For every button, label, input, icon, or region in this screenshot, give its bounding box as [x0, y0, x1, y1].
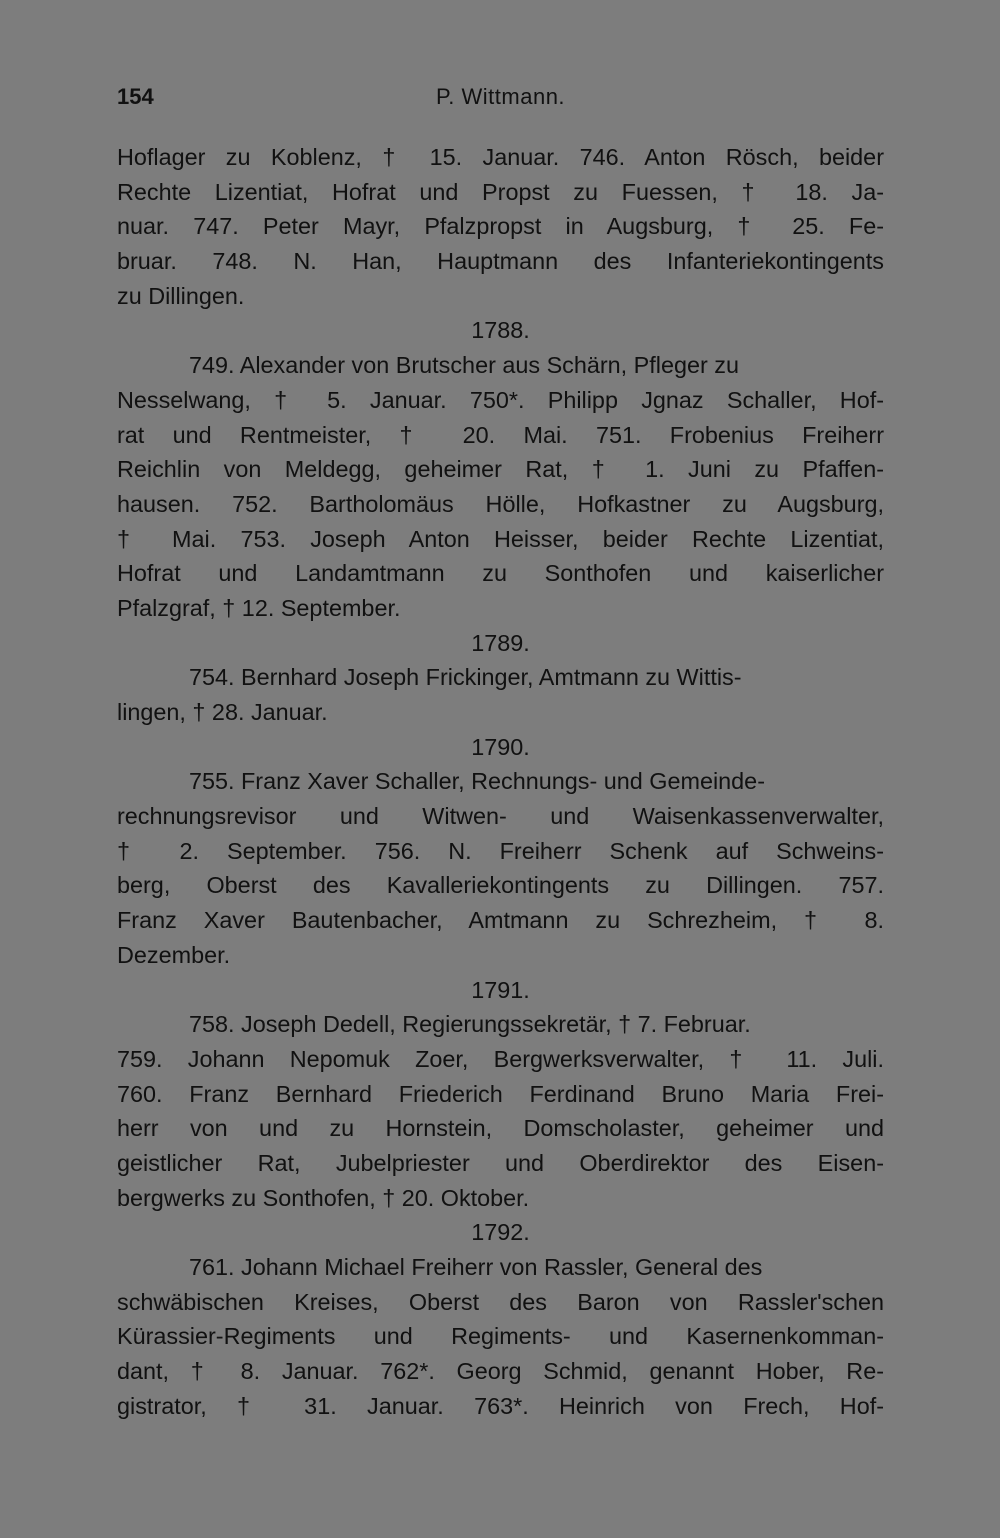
- text-line: gistrator, † 31. Januar. 763*. Heinrich von Frech, Hof-: [117, 1392, 884, 1419]
- text-line: Hoflager zu Koblenz, † 15. Januar. 746. Anton Rösch, beider: [117, 144, 884, 170]
- year-heading: 1788.: [471, 317, 530, 344]
- text-line: hausen. 752. Bartholomäus Hölle, Hofkastner zu Augsburg,: [117, 490, 884, 517]
- text-line: Reichlin von Meldegg, geheimer Rat, † 1. Juni zu Pfaffen-: [117, 456, 884, 483]
- running-head: [117, 84, 884, 114]
- year-heading: 1792.: [471, 1219, 530, 1246]
- year-heading: 1791.: [471, 976, 530, 1003]
- text-line: Nesselwang, † 5. Januar. 750*. Philipp Jgnaz Schaller, Hof-: [117, 386, 884, 413]
- text-line: lingen, † 28. Januar.: [117, 699, 328, 725]
- text-line: 754. Bernhard Joseph Frickinger, Amtmann zu Wittis-: [189, 664, 742, 691]
- text-line: Dezember.: [117, 941, 231, 968]
- text-line: 759. Johann Nepomuk Zoer, Bergwerksverwalter, † 11. Juli.: [117, 1045, 884, 1072]
- text-line: Rechte Lizentiat, Hofrat und Propst zu Fuessen, † 18. Ja-: [117, 178, 884, 205]
- text-line: berg, Oberst des Kavalleriekontingents zu Dillingen. 757.: [117, 872, 884, 899]
- page-number: 154: [117, 84, 154, 109]
- text-line: rechnungsrevisor und Witwen- und Waisenkassenverwalter,: [117, 803, 884, 830]
- text-line: schwäbischen Kreises, Oberst des Baron von Rassler'schen: [117, 1288, 884, 1315]
- text-line: Pfalzgraf, † 12. September.: [117, 594, 401, 621]
- text-line: † 2. September. 756. N. Freiherr Schenk auf Schweins-: [117, 837, 884, 864]
- text-line: zu Dillingen.: [117, 282, 245, 309]
- year-heading: 1789.: [471, 629, 530, 656]
- running-title: P. Wittmann.: [435, 84, 566, 109]
- year-heading: 1790.: [471, 733, 530, 760]
- text-line: bruar. 748. N. Han, Hauptmann des Infanteriekontingents: [117, 248, 884, 275]
- text-line: † Mai. 753. Joseph Anton Heisser, beider Rechte Lizentiat,: [117, 525, 884, 552]
- text-line: nuar. 747. Peter Mayr, Pfalzpropst in Augsburg, † 25. Fe-: [117, 213, 884, 240]
- text-line: 760. Franz Bernhard Friederich Ferdinand Bruno Maria Frei-: [117, 1080, 884, 1107]
- text-line: Kürassier-Regiments und Regiments- und Kasernenkomman-: [117, 1323, 884, 1350]
- text-line: herr von und zu Hornstein, Domscholaster, geheimer und: [117, 1115, 884, 1142]
- text-line: dant, † 8. Januar. 762*. Georg Schmid, genannt Hober, Re-: [117, 1358, 884, 1385]
- text-line: bergwerks zu Sonthofen, † 20. Oktober.: [117, 1184, 530, 1211]
- text-line: Franz Xaver Bautenbacher, Amtmann zu Schrezheim, † 8.: [117, 907, 884, 934]
- text-line: 761. Johann Michael Freiherr von Rassler, General des: [189, 1254, 763, 1280]
- text-line: geistlicher Rat, Jubelpriester und Oberdirektor des Eisen-: [117, 1149, 884, 1176]
- text-line: 755. Franz Xaver Schaller, Rechnungs- und Gemeinde-: [189, 768, 765, 795]
- text-line: 749. Alexander von Brutscher aus Schärn, Pfleger zu: [189, 352, 739, 379]
- text-line: 758. Joseph Dedell, Regierungssekretär, † 7. Februar.: [189, 1011, 751, 1038]
- text-line: rat und Rentmeister, † 20. Mai. 751. Frobenius Freiherr: [117, 421, 884, 448]
- body-text: [117, 140, 884, 1423]
- text-line: Hofrat und Landamtmann zu Sonthofen und kaiserlicher: [117, 560, 884, 587]
